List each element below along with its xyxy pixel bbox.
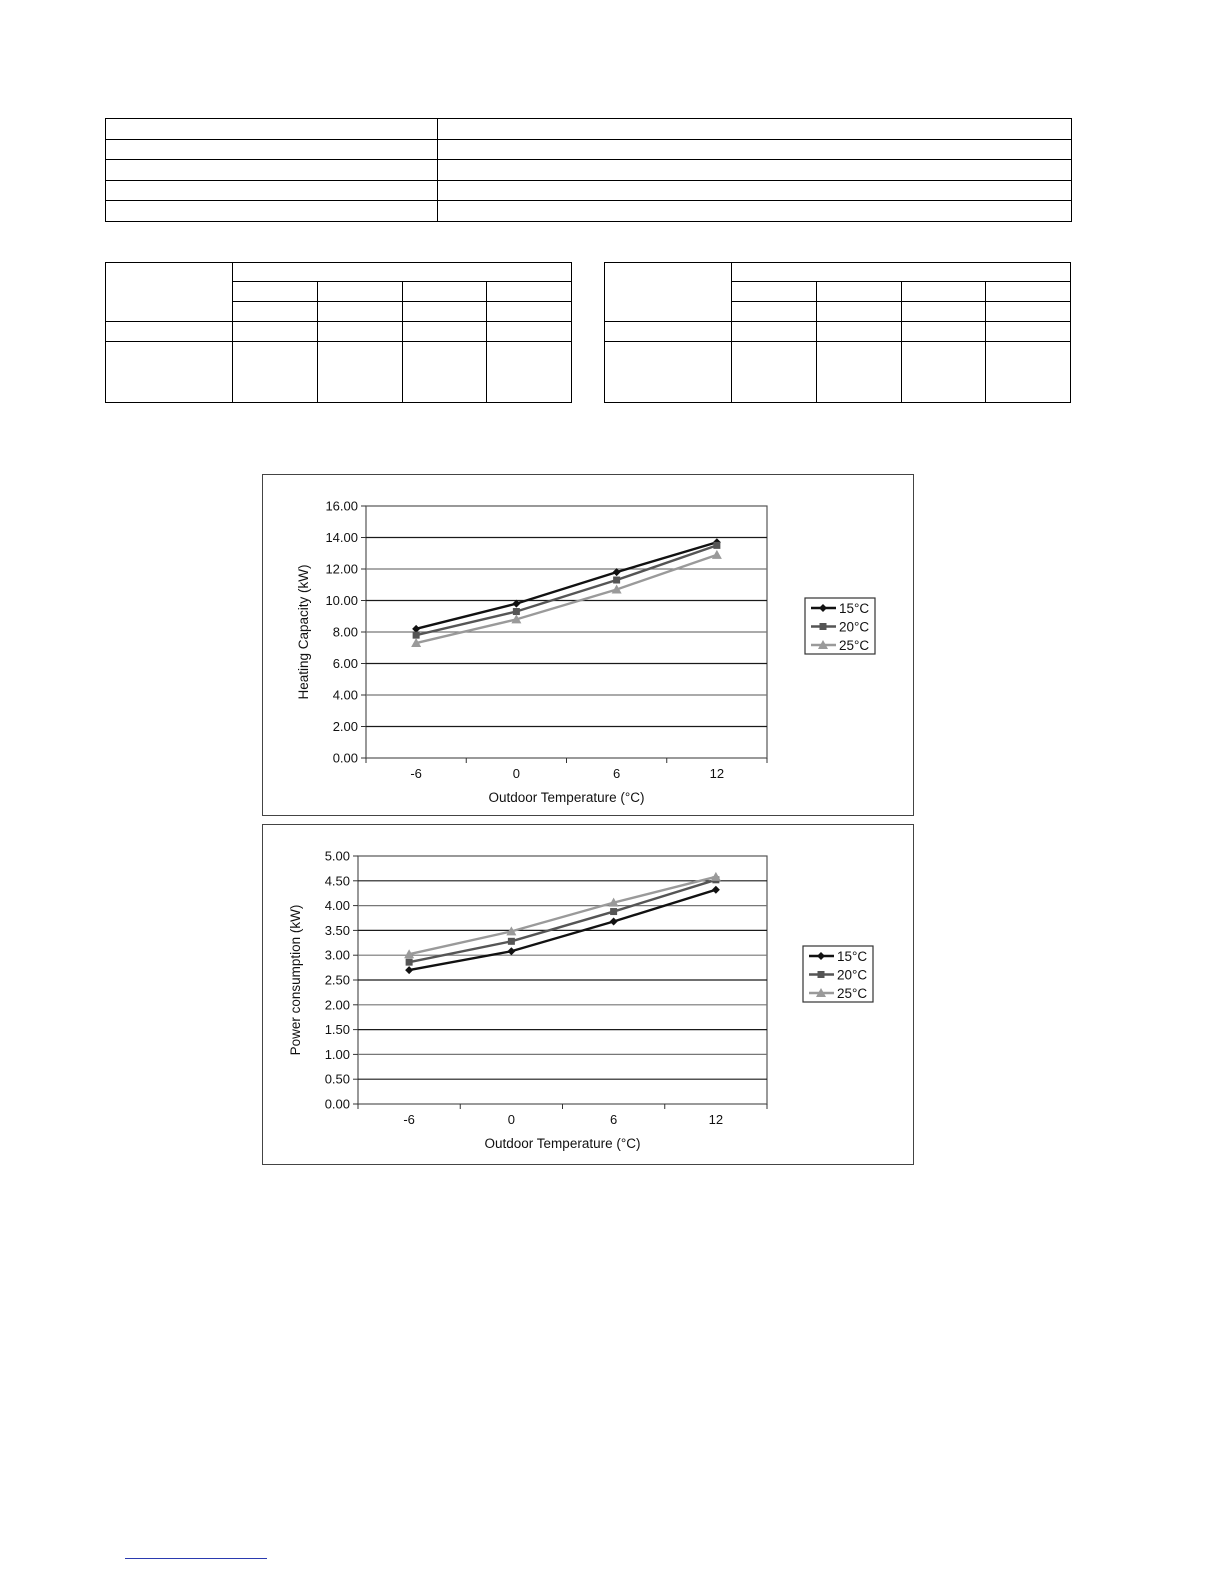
y-tick-label: 0.50 (324, 1071, 350, 1087)
y-tick-label: 2.00 (324, 997, 350, 1013)
condition-group-cell (732, 263, 1071, 282)
condition-cell (816, 321, 901, 341)
y-tick-label: 1.50 (324, 1022, 350, 1038)
x-tick-label: 12 (708, 1112, 724, 1127)
condition-cell (487, 321, 572, 341)
data-point (508, 938, 515, 945)
condition-row (605, 263, 1071, 282)
condition-cell (233, 321, 318, 341)
data-point (413, 632, 420, 639)
condition-cell (901, 321, 986, 341)
spec-cell (106, 139, 438, 160)
x-tick-label: 6 (610, 1112, 618, 1127)
condition-row (106, 342, 572, 403)
legend-label: 15°C (839, 601, 870, 616)
y-axis-title: Heating Capacity (kW) (296, 564, 311, 700)
condition-cell (732, 342, 817, 403)
y-tick-label: 0.00 (324, 1096, 350, 1112)
legend-label: 25°C (839, 638, 870, 653)
y-tick-label: 10.00 (325, 593, 358, 608)
condition-cell (402, 321, 487, 341)
condition-cell (233, 301, 318, 321)
y-tick-label: 5.00 (324, 848, 350, 864)
legend-label: 15°C (837, 949, 868, 964)
y-tick-label: 1.00 (324, 1046, 350, 1062)
condition-cell (986, 342, 1071, 403)
spec-cell (106, 201, 438, 222)
condition-cell (317, 342, 402, 403)
condition-cell (402, 301, 487, 321)
x-tick-label: 6 (613, 766, 621, 781)
condition-group-cell (233, 263, 572, 282)
condition-table-left (105, 262, 572, 403)
condition-header-cell (106, 263, 233, 322)
condition-header-cell (605, 263, 732, 322)
x-tick-label: 0 (507, 1112, 515, 1127)
condition-table-right (604, 262, 1071, 403)
y-tick-label: 4.00 (332, 687, 358, 703)
condition-cell (233, 282, 318, 301)
spec-cell (438, 180, 1072, 201)
y-tick-label: 8.00 (332, 624, 358, 640)
y-tick-label: 14.00 (325, 530, 358, 545)
data-point (406, 959, 413, 966)
x-tick-label: 0 (512, 766, 520, 781)
condition-cell (317, 282, 402, 301)
condition-cell (816, 301, 901, 321)
legend-label: 20°C (837, 967, 868, 983)
condition-row (605, 342, 1071, 403)
spec-cell (438, 201, 1072, 222)
condition-row (106, 263, 572, 282)
spec-row (106, 201, 1072, 222)
y-tick-label: 6.00 (332, 656, 358, 671)
condition-cell (106, 342, 233, 403)
spec-row (106, 119, 1072, 140)
condition-cell (402, 342, 487, 403)
condition-cell (605, 321, 732, 341)
spec-cell (438, 160, 1072, 181)
y-tick-label: 0.00 (332, 750, 358, 766)
condition-cell (732, 282, 817, 301)
footer-rule (125, 1558, 267, 1559)
spec-row (106, 180, 1072, 201)
x-axis-title: Outdoor Temperature (°C) (488, 790, 645, 805)
condition-cell (816, 342, 901, 403)
spec-row (106, 139, 1072, 160)
y-tick-label: 16.00 (325, 498, 358, 514)
y-tick-label: 2.00 (332, 719, 358, 734)
legend-label: 25°C (837, 986, 868, 1001)
condition-cell (106, 321, 233, 341)
y-tick-label: 3.50 (324, 922, 350, 938)
heating-capacity-chart-svg (263, 475, 913, 815)
condition-cell (816, 282, 901, 301)
condition-row (106, 321, 572, 341)
spec-table (105, 118, 1072, 222)
condition-cell (605, 342, 732, 403)
data-point (610, 908, 617, 915)
y-tick-label: 4.50 (324, 873, 350, 889)
spec-cell (106, 160, 438, 181)
spec-cell (106, 180, 438, 201)
y-tick-label: 12.00 (325, 561, 358, 577)
spec-cell (106, 119, 438, 140)
y-tick-label: 4.00 (324, 898, 350, 914)
data-point (713, 542, 720, 549)
condition-row (605, 321, 1071, 341)
data-point (613, 577, 620, 584)
condition-cell (317, 321, 402, 341)
y-axis-title: Power consumption (kW) (288, 904, 303, 1056)
spec-row (106, 160, 1072, 181)
condition-cell (986, 301, 1071, 321)
y-tick-label: 2.50 (324, 972, 350, 988)
condition-cell (901, 342, 986, 403)
condition-cell (732, 321, 817, 341)
power-consumption-chart (262, 824, 914, 1165)
spec-cell (438, 119, 1072, 140)
condition-cell (402, 282, 487, 301)
x-axis-title: Outdoor Temperature (°C) (484, 1136, 641, 1151)
condition-cell (487, 342, 572, 403)
condition-cell (901, 282, 986, 301)
x-tick-label: 12 (709, 766, 725, 781)
spec-cell (438, 139, 1072, 160)
condition-cell (732, 301, 817, 321)
data-point (513, 608, 520, 615)
data-point (820, 623, 827, 630)
x-tick-label: -6 (403, 1112, 415, 1127)
condition-cell (317, 301, 402, 321)
data-point (818, 971, 825, 978)
legend-label: 20°C (839, 619, 870, 635)
power-consumption-chart-svg (263, 825, 913, 1164)
condition-cell (986, 282, 1071, 301)
condition-cell (233, 342, 318, 403)
condition-cell (986, 321, 1071, 341)
heating-capacity-chart (262, 474, 914, 816)
condition-cell (901, 301, 986, 321)
y-tick-label: 3.00 (324, 947, 350, 963)
condition-cell (487, 282, 572, 301)
x-tick-label: -6 (410, 766, 422, 781)
condition-cell (487, 301, 572, 321)
